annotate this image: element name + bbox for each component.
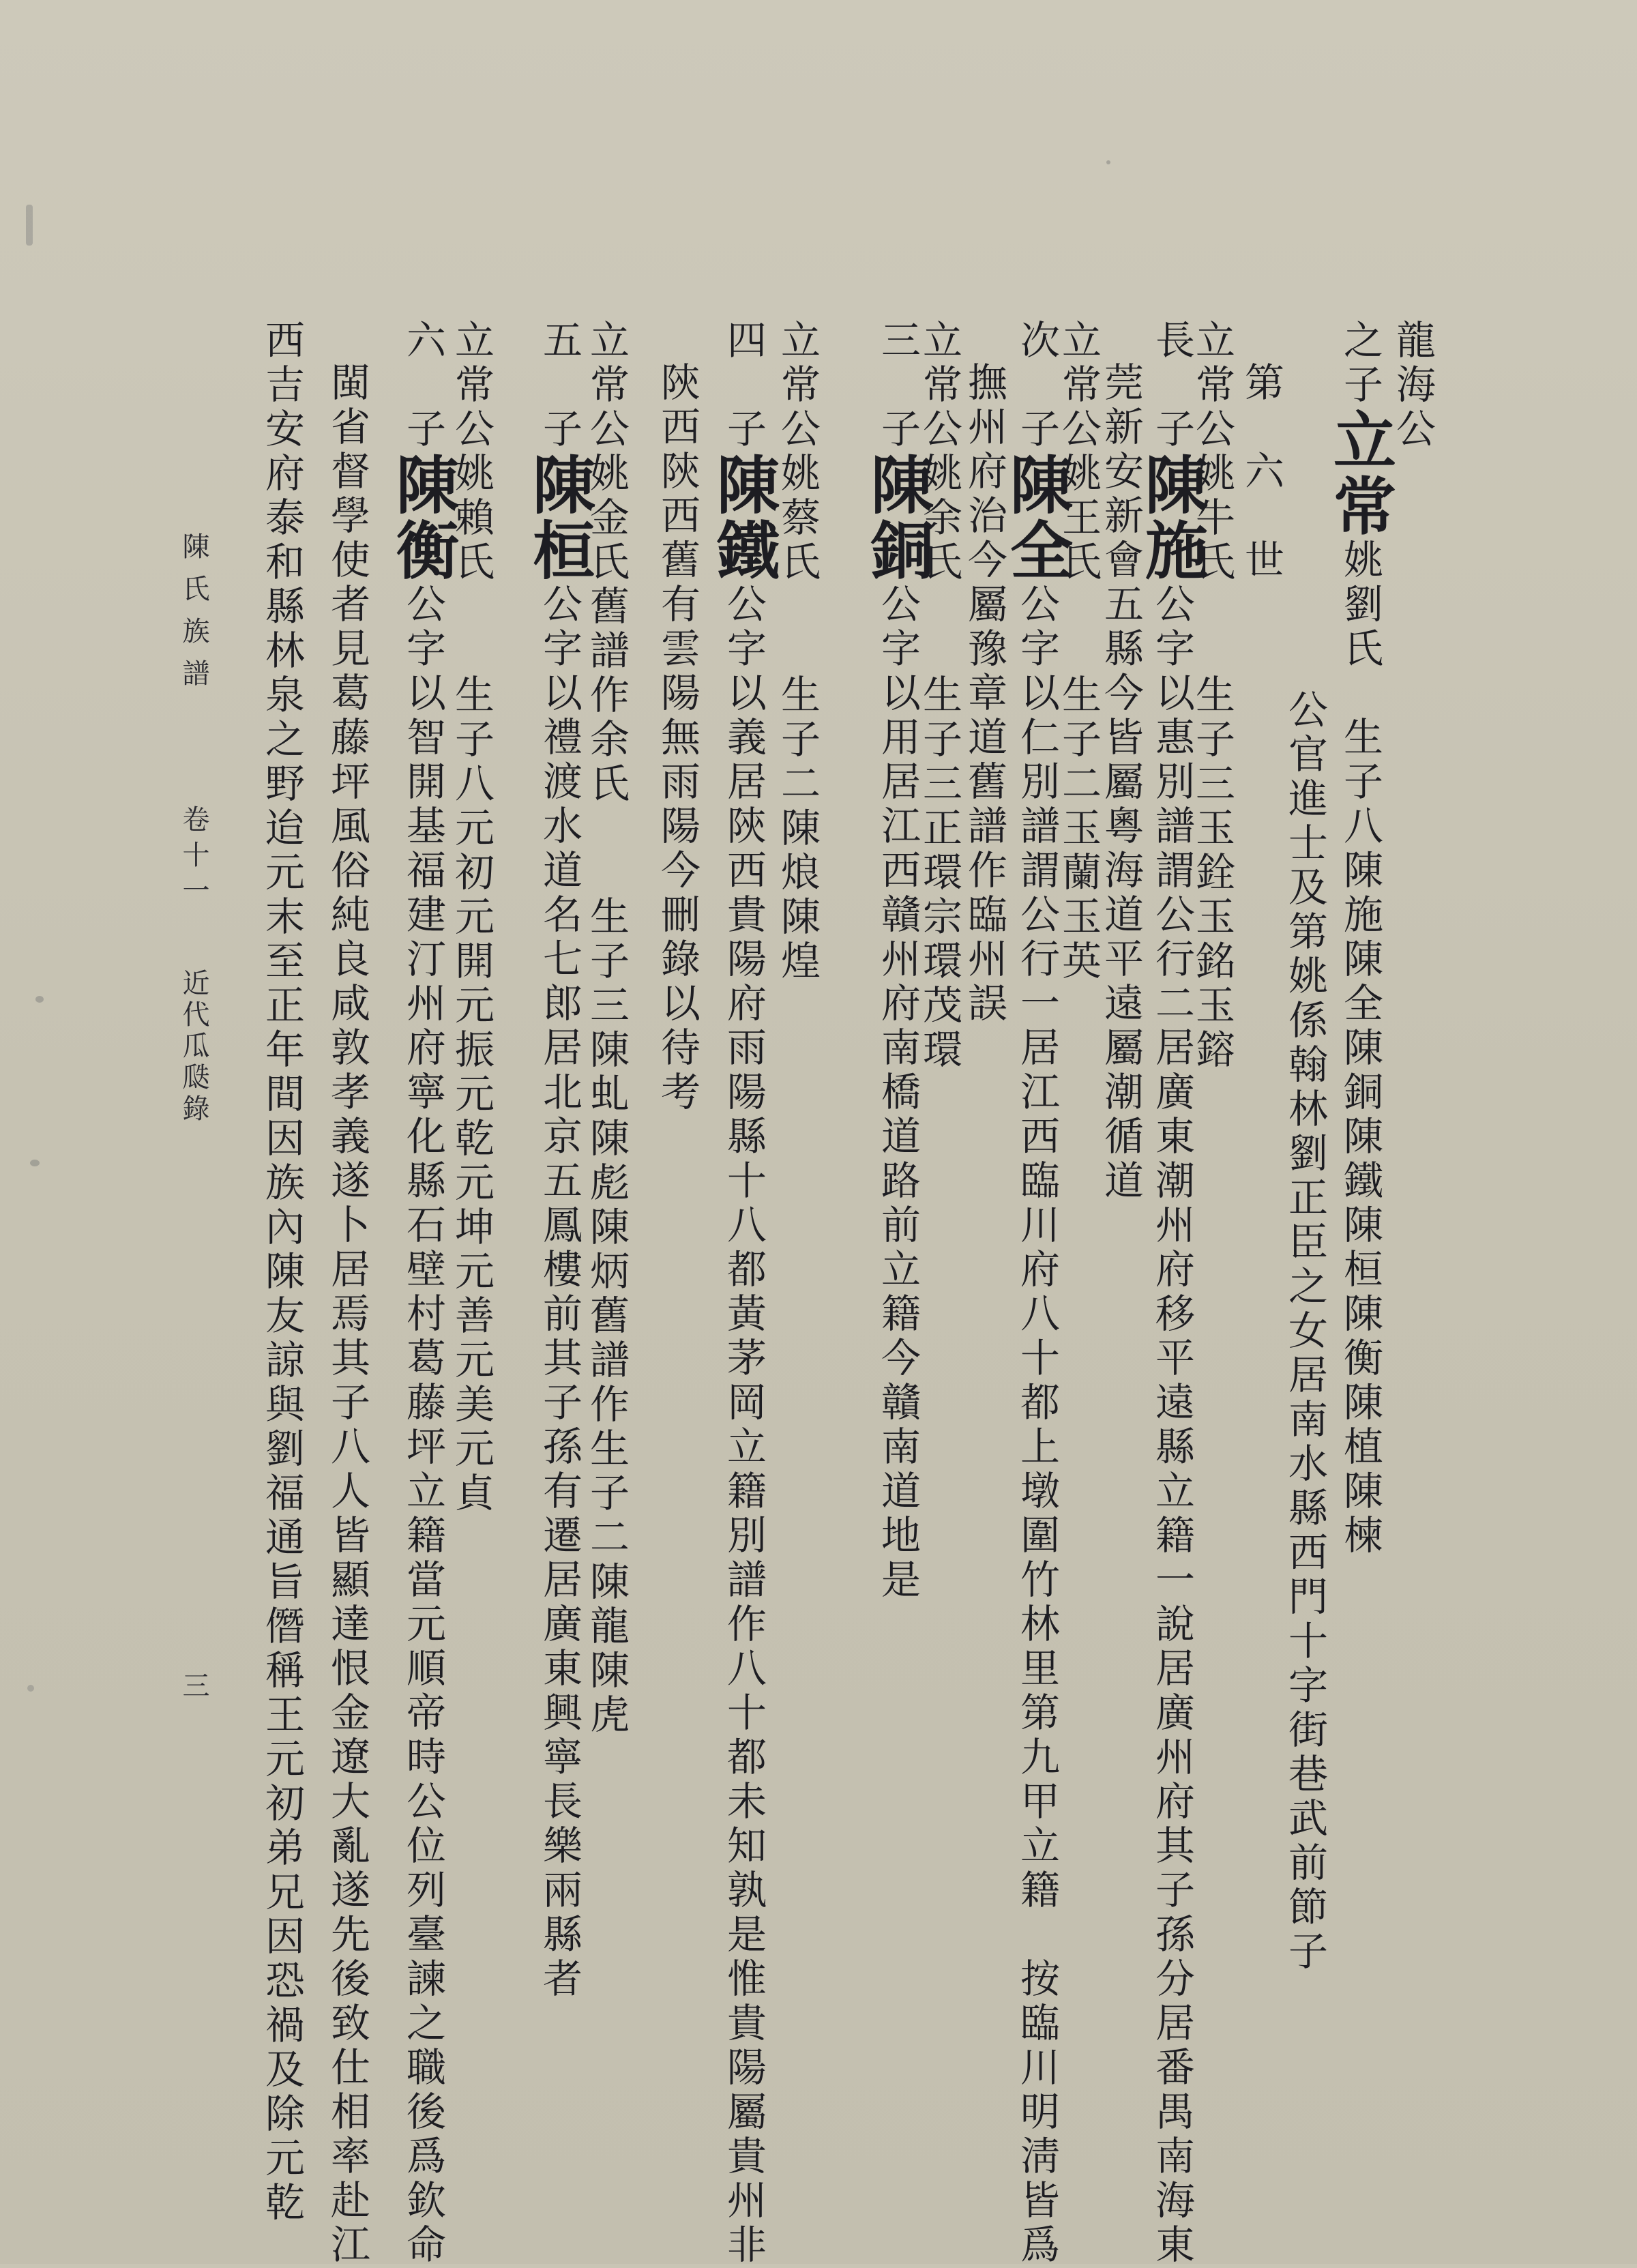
column-text: 姚王氏 生子二玉蘭玉英 bbox=[1055, 452, 1102, 984]
text-column bbox=[774, 319, 821, 1888]
footer-title-text: 陳氏族譜 bbox=[178, 532, 209, 701]
column-text: 立常公 bbox=[1189, 319, 1235, 452]
text-column bbox=[522, 319, 596, 2002]
generation-heading bbox=[1238, 362, 1284, 1930]
text-column bbox=[654, 362, 700, 1930]
paper-speck bbox=[35, 996, 44, 1003]
column-text: 公字以惠別譜謂公行二居廣東潮州府移平遠縣立籍一說居廣州府其子孫分居番禺南海東 bbox=[1149, 583, 1195, 2268]
column-text: 五 子 bbox=[536, 319, 582, 452]
text-column bbox=[961, 362, 1007, 1930]
column-text: 公字以用居江西贛州府南橋道路前立籍今贛南道地是 bbox=[874, 583, 921, 1603]
column-text: 立常公 bbox=[774, 319, 821, 452]
column-text: 之子 bbox=[1337, 319, 1383, 408]
column-text: 莞新安新會五縣今皆屬粵海道平遠屬潮循道 bbox=[1097, 362, 1144, 1204]
footer-page-number-text: 三 bbox=[178, 1671, 209, 1713]
column-text: 姚牛氏 生子三玉銓玉銘玉鎔 bbox=[1189, 452, 1235, 1073]
column-text: 長 子 bbox=[1149, 319, 1195, 452]
person-name: 陳桓 bbox=[522, 452, 596, 583]
paper-speck bbox=[27, 1685, 34, 1692]
text-column bbox=[1000, 319, 1074, 2268]
paper-speck bbox=[26, 205, 33, 246]
paper-speck bbox=[1106, 160, 1110, 164]
column-text: 龍海公 bbox=[1389, 319, 1436, 452]
column-text: 閩省督學使者見葛藤坪風俗純良咸敦孝義遂卜居焉其子八人皆顯達恨金遼大亂遂先後致仕相率赴江 bbox=[324, 362, 370, 2268]
text-column bbox=[324, 362, 370, 2268]
page-number bbox=[180, 1671, 207, 1713]
text-column bbox=[386, 319, 460, 2268]
person-name: 陳施 bbox=[1135, 452, 1209, 583]
column-text: 第 六 世 bbox=[1238, 362, 1284, 583]
column-text: 公字以仁別譜謂公行一居江西臨川府八十都上墩圍竹林里第九甲立籍 按臨川明淸皆爲 bbox=[1014, 583, 1060, 2268]
column-text: 公字以禮渡水道名七郎居北京五鳳樓前其子孫有遷居廣東興寧長樂兩縣者 bbox=[536, 583, 582, 2002]
text-column bbox=[1097, 362, 1144, 1930]
column-text: 次 子 bbox=[1014, 319, 1060, 452]
text-column bbox=[1282, 689, 1328, 2258]
paper-speck bbox=[30, 1160, 40, 1166]
footer-section-text: 近代瓜瓞錄 bbox=[178, 969, 209, 1125]
column-text: 公字以智開基福建汀州府寧化縣石壁村葛藤坪立籍當元順帝時公位列臺諫之職後爲欽命 bbox=[400, 583, 446, 2268]
column-text: 姚劉氏 生子八陳施陳全陳銅陳鐵陳桓陳衡陳植陳楝 bbox=[1337, 539, 1383, 1559]
text-column bbox=[1135, 319, 1209, 2268]
column-text: 姚蔡氏 生子二陳烺陳煌 bbox=[774, 452, 821, 984]
section-label bbox=[180, 969, 207, 1125]
column-text: 立常公 bbox=[1055, 319, 1102, 452]
book-title bbox=[180, 532, 207, 701]
column-text: 立常公 bbox=[448, 319, 495, 452]
text-column bbox=[1389, 319, 1436, 1888]
column-text: 姚金氏舊譜作余氏 生子三陳虬陳彪陳炳舊譜作生子二陳龍陳虎 bbox=[583, 452, 630, 1738]
column-text: 陝西陝西舊有雲陽無雨陽今刪錄以待考 bbox=[654, 362, 700, 1115]
column-text: 立常公 bbox=[916, 319, 962, 452]
column-text: 公字以義居陝西貴陽府雨陽縣十八都黃茅岡立籍別譜作八十都未知孰是惟貴陽屬貴州非 bbox=[720, 583, 767, 2268]
person-name: 陳全 bbox=[1000, 452, 1074, 583]
column-text: 六 子 bbox=[400, 319, 446, 452]
column-text: 四 子 bbox=[720, 319, 767, 452]
column-text: 姚余氏 生子三正環宗環茂環 bbox=[916, 452, 962, 1073]
text-column bbox=[707, 319, 780, 2268]
footer-volume-text: 卷十一 bbox=[178, 805, 209, 911]
column-text: 公官進士及第姚係翰林劉正臣之女居南水縣西門十字街巷武前節子 bbox=[1282, 689, 1328, 1975]
text-column bbox=[861, 319, 934, 1888]
person-name: 立常 bbox=[1323, 408, 1397, 539]
column-text: 西吉安府泰和縣林泉之野迨元末至正年間因族內陳友諒與劉福通旨僭稱王元初弟兄因恐禍及除元乾 bbox=[259, 319, 305, 2226]
text-column bbox=[259, 319, 305, 2226]
text-column bbox=[1323, 319, 1397, 1888]
column-text: 三 子 bbox=[874, 319, 921, 452]
person-name: 陳鐵 bbox=[707, 452, 780, 583]
column-text: 立常公 bbox=[583, 319, 630, 452]
person-name: 陳衡 bbox=[386, 452, 460, 583]
column-text: 撫州府治今屬豫章道舊譜作臨州誤 bbox=[961, 362, 1007, 1027]
volume-label bbox=[180, 805, 207, 911]
person-name: 陳銅 bbox=[861, 452, 934, 583]
column-text: 姚賴氏 生子八元初元開元振元乾元坤元善元美元貞 bbox=[448, 452, 495, 1516]
